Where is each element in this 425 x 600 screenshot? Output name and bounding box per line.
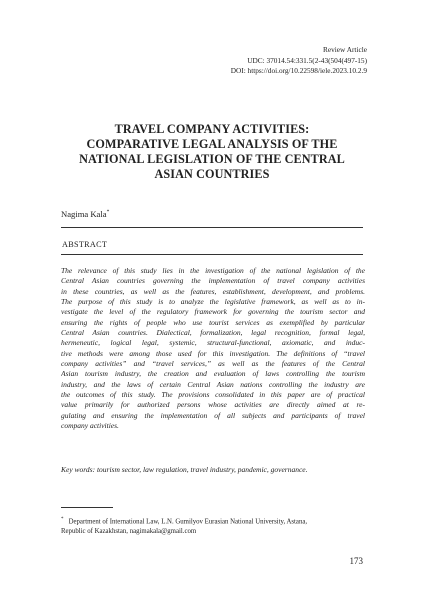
abstract-body (61, 266, 365, 431)
footnote-separator (61, 507, 113, 508)
footnote-email-line: Republic of Kazakhstan, nagimakala@gmail.com (61, 528, 197, 536)
divider-top (61, 227, 363, 228)
abstract-line: Central Asian countries governing the implementation of travel company activities (61, 276, 365, 286)
udc-code: UDC: 37014.54:331.5(2-43(504(497-15) (247, 55, 367, 65)
abstract-heading: ABSTRACT (62, 240, 108, 249)
abstract-line: value primarily for authorized persons whose activities are directly aimed at re- (61, 400, 365, 410)
footnote-line (61, 515, 365, 527)
paper-title (60, 122, 364, 182)
author-name: Nagima Kala (61, 209, 107, 219)
abstract-line: The relevance of this study lies in the investigation of the national legislation of the (61, 266, 365, 275)
keywords: Key words: tourism sector, law regulation, travel industry, pandemic, governance. (61, 465, 308, 474)
doi-link[interactable]: DOI: https://doi.org/10.22598/iele.2023.10.2.9 (230, 66, 367, 75)
title-line: COMPARATIVE LEGAL ANALYSIS OF THE (86, 137, 338, 151)
abstract-line: hermeneutic, logical legal, systemic, structural-functional, axiomatic, and induc- (61, 338, 365, 348)
abstract-line: ensuring the rights of people who use tourist services as exemplified by particular (61, 317, 365, 327)
footnote (61, 515, 365, 537)
abstract-line: industry, and the laws of certain Central Asian nations controlling the industry are (61, 379, 365, 389)
abstract-line: vestigate the level of the regulatory framework for governing the tourism sector and (61, 307, 365, 317)
abstract-line: in these countries, as well as the features, establishment, development, and problems. (61, 286, 365, 296)
abstract-line: tive methods were among those used for this investigation. The definitions of “travel (61, 348, 365, 358)
abstract-line: Asian tourism industry, the creation and evaluation of laws controlling the tourism (61, 369, 365, 379)
page-number: 173 (349, 556, 363, 566)
author (61, 209, 109, 219)
author-footnote-marker: * (106, 209, 110, 216)
abstract-line: gulating and ensuring the implementation of all subjects and participants of travel (61, 410, 365, 420)
title-line: NATIONAL LEGISLATION OF THE CENTRAL (79, 152, 345, 166)
abstract-line: company activities” and “travel services,” as well as the features of the Central (61, 358, 365, 368)
abstract-line: Central Asian countries. Dialectical, formalization, legal recognition, formal legal, (61, 327, 365, 337)
abstract-line: the outcomes of this study. The provisions consolidated in this paper are of practical (61, 389, 365, 399)
divider-abstract (61, 254, 363, 255)
title-line: ASIAN COUNTRIES (154, 167, 270, 181)
abstract-line: company activities. (61, 420, 119, 430)
title-line: TRAVEL COMPANY ACTIVITIES: (114, 122, 310, 136)
footnote-marker: * (61, 517, 64, 522)
footnote-affiliation: Department of International Law, L.N. Gumilyov Eurasian National University, Astana, (68, 518, 308, 526)
article-type (231, 45, 367, 77)
abstract-line: The purpose of this study is to analyze the legislative framework, as well as to in- (61, 296, 365, 306)
article-type-label: Review Article (323, 45, 367, 54)
